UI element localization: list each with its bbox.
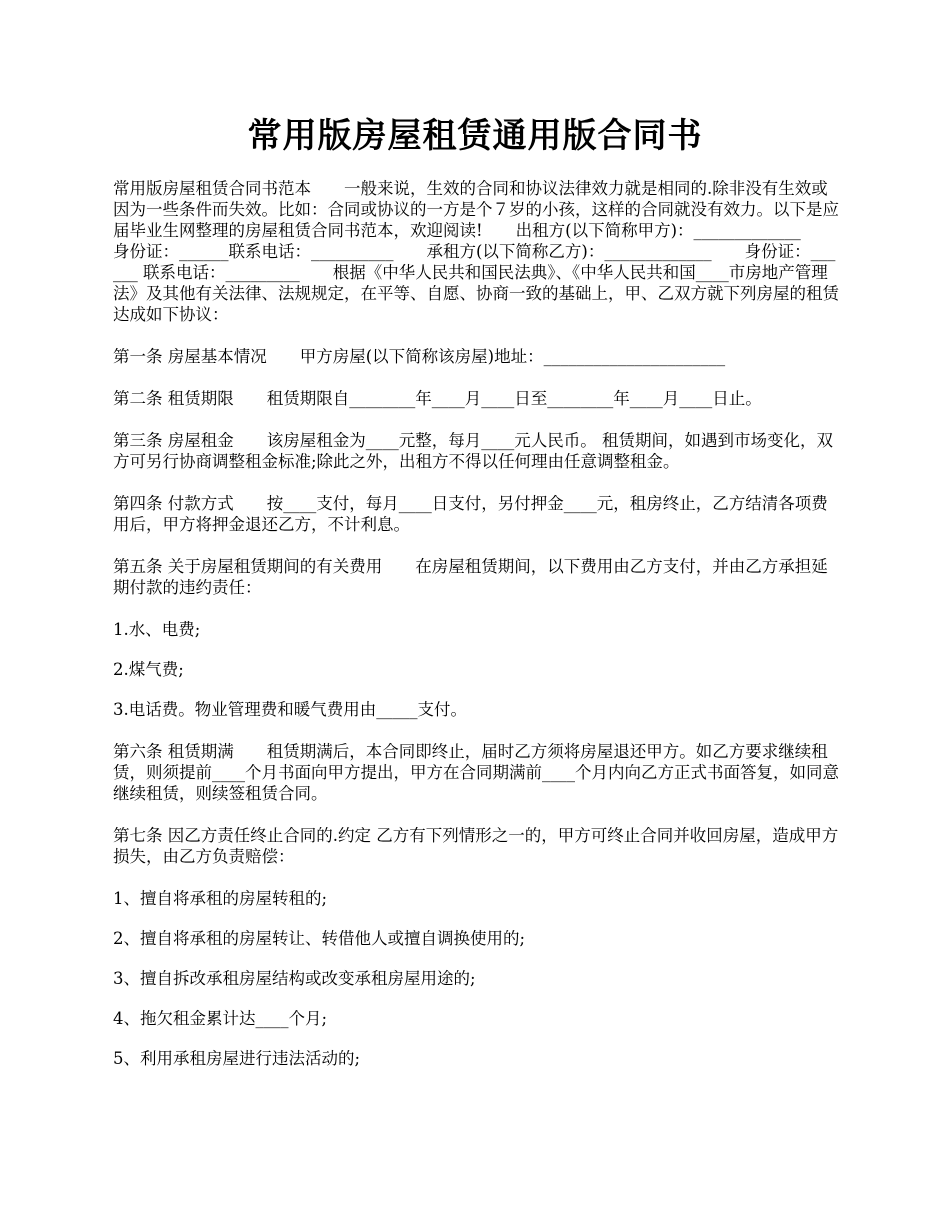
document-title: 常用版房屋租赁通用版合同书: [247, 116, 703, 156]
article-1-paragraph: 第一条 房屋基本情况 甲方房屋(以下简称该房屋)地址：______________________: [113, 347, 726, 366]
fee-item-2: 2.煤气费;: [113, 660, 184, 679]
breach-item-4: 4、拖欠租金累计达____个月;: [113, 1009, 328, 1028]
document-body: [113, 178, 843, 1088]
article-4-paragraph: 第四条 付款方式 按____支付，每月____日支付，另付押金____元，租房终止，乙方结清各项费用后，甲方将押金退还乙方，不计利息。: [113, 494, 828, 534]
fee-item-3: 3.电话费。物业管理费和暖气费用由_____支付。: [113, 700, 467, 719]
breach-item-3: 3、擅自拆改承租房屋结构或改变承租房屋用途的;: [113, 969, 476, 988]
article-2-paragraph: 第二条 租赁期限 租赁期限自________年____月____日至________年____月____日止。: [113, 389, 762, 408]
breach-item-5: 5、利用承租房屋进行违法活动的;: [113, 1049, 361, 1068]
article-6-paragraph: 第六条 租赁期满 租赁期满后，本合同即终止，届时乙方须将房屋退还甲方。如乙方要求继续租赁，则须提前____个月书面向甲方提出，甲方在合同期满前____个月内向乙方正式书面答复，如同意继续租赁，则续签租赁合同。: [113, 742, 839, 803]
article-3-paragraph: 第三条 房屋租金 该房屋租金为____元整，每月____元人民币。 租赁期间，如遇到市场变化，双方可另行协商调整租金标准;除此之外，出租方不得以任何理由任意调整租金。: [113, 431, 833, 471]
article-7-paragraph: 第七条 因乙方责任终止合同的.约定 乙方有下列情形之一的，甲方可终止合同并收回房屋，造成甲方损失，由乙方负责赔偿：: [113, 826, 839, 866]
fee-item-1: 1.水、电费;: [113, 620, 201, 639]
article-5-paragraph: 第五条 关于房屋租赁期间的有关费用 在房屋租赁期间，以下费用由乙方支付，并由乙方承担延期付款的违约责任：: [113, 557, 828, 597]
intro-paragraph: 常用版房屋租赁合同书范本 一般来说，生效的合同和协议法律效力就是相同的.除非没有生效或因为一些条件而失效。比如：合同或协议的一方是个７岁的小孩，这样的合同就没有效力。以下是应届毕业生网整理的房屋租赁合同书范本，欢迎阅读! 出租方(以下简称甲方)：_____________ 身份证：______联系电话：__________ 承租方(以下简称乙方)：_____________ 身份证：______ 联系电话：_________ 根据《中华人民共和国民法典》、《中华人民共和国____市房地产管理法》及其他有关法律、法规规定，在平等、自愿、协商一致的基础上，甲、乙双方就下列房屋的租赁达成如下协议：: [113, 179, 839, 324]
breach-item-2: 2、擅自将承租的房屋转让、转借他人或擅自调换使用的;: [113, 929, 526, 948]
breach-item-1: 1、擅自将承租的房屋转租的;: [113, 889, 328, 908]
